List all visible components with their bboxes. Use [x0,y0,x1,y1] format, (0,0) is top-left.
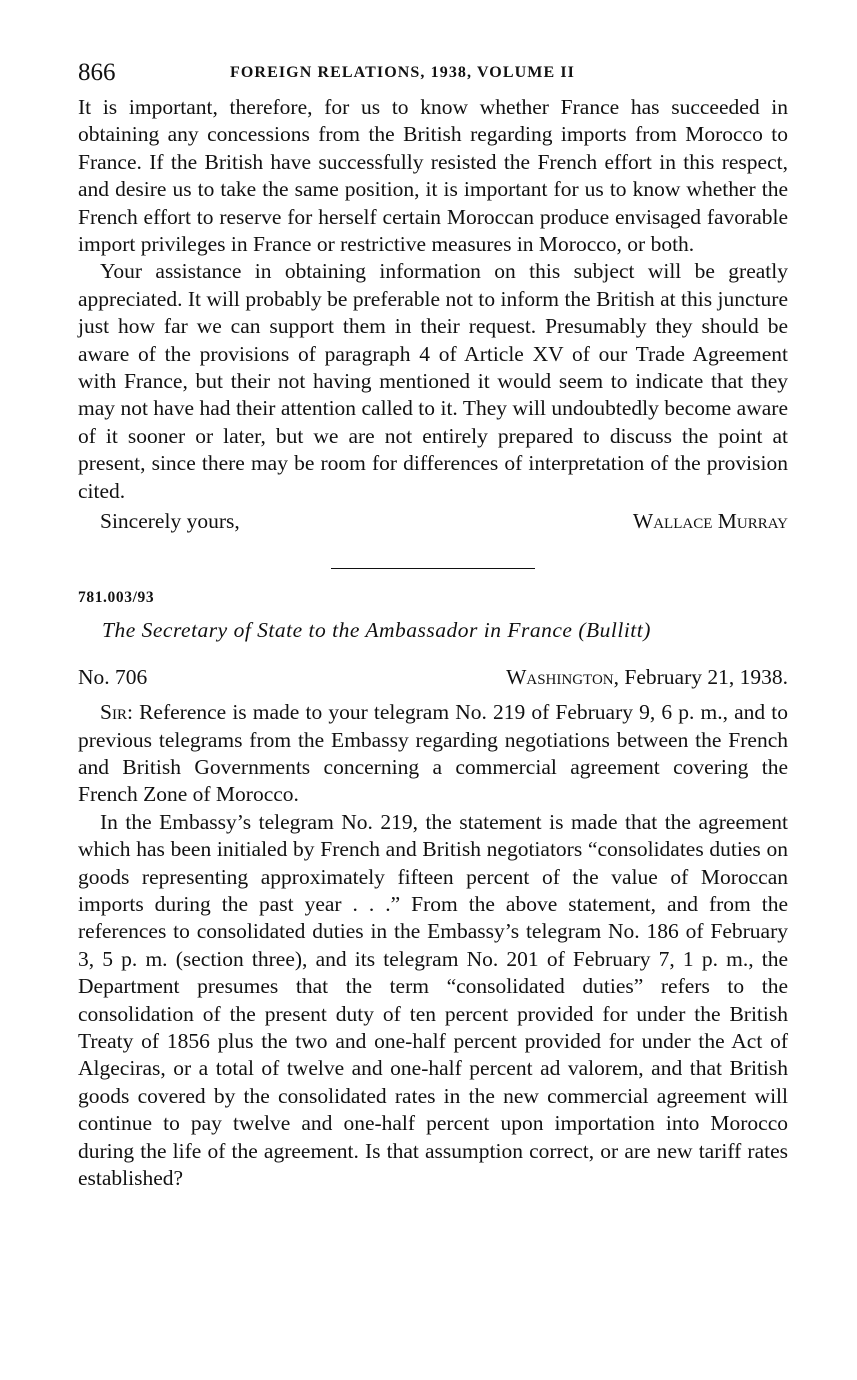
heading-name: Bullitt [586,618,644,643]
place: Washington [506,665,614,690]
place-date [506,663,788,691]
body-paragraph [78,699,788,809]
signature: Wallace Murray [632,509,788,534]
running-title: FOREIGN RELATIONS, 1938, VOLUME II [230,64,575,81]
letter-closing [78,507,788,535]
file-number: 781.003/93 [78,589,155,607]
letter-paragraph: Your assistance in obtaining information on this subject will be greatly appreciated. It will probably be preferable not to inform the British at this juncture just how far we can support them in their request. Presumably they should be aware of the provisions of paragraph 4 of Article XV of our Trade Agreement with France, but their not having mentioned it would seem to indicate that they may not have had their attention called to it. They will undoubtedly become aware of it sooner or later, but we are not entirely prepared to discuss the point at present, since there may be room for differences of interpretation of the provision cited. [78,259,788,503]
section-divider [331,568,535,569]
heading-text: The Secretary of State to the Ambassador in France ( [102,618,586,643]
letter-paragraph: It is important, therefore, for us to know whether France has succeeded in obtaining any concessions from the British regarding imports from Morocco to France. If the British have successfully resisted the French effort in this respect, and desire us to take the same position, it is important for us to know whether the French effort to reserve for herself certain Moroccan produce envisaged favorable import privileges in France or restrictive measures in Morocco, or both. [78,95,788,257]
dateline [78,663,788,691]
complimentary-close: Sincerely yours, [100,509,240,534]
heading-close: ) [643,618,651,643]
running-head [78,56,788,94]
body-paragraph: In the Embassy’s telegram No. 219, the statement is made that the agreement which has been initialed by French and British negotiators “consolidates duties on goods representing approximately fifteen percent of the value of Moroccan imports during the past year . . .” From the above statement, and from the references to consolidated duties in the Embassy’s telegram No. 186 of February 3, 5 p. m. (section three), and its telegram No. 201 of February 7, 1 p. m., the Department presumes that the term “consolidated duties” refers to the consolidation of the present duty of ten percent provided for under the British Treaty of 1856 plus the two and one-half percent provided for under the Act of Algeciras, or a total of twelve and one-half percent ad valorem, and that British goods covered by the consolidated rates in the new commercial agreement will continue to pay twelve and one-half percent upon importation into Morocco during the life of the agreement. Is that assumption correct, or are new tariff rates established? [78,809,788,1190]
salutation: Sir: [100,700,133,725]
document-heading [78,616,788,644]
date: , February 21, 1938. [613,665,788,690]
document-page [78,56,788,1192]
document-number: No. 706 [78,665,148,690]
body-paragraph-text: Reference is made to your telegram No. 219 of February 9, 6 p. m., and to previous telegrams from the Embassy regarding negotiations between the French and British Governments concerning a commercial agreement covering the French Zone of Morocco. [78,700,789,807]
page-number: 866 [78,59,116,86]
